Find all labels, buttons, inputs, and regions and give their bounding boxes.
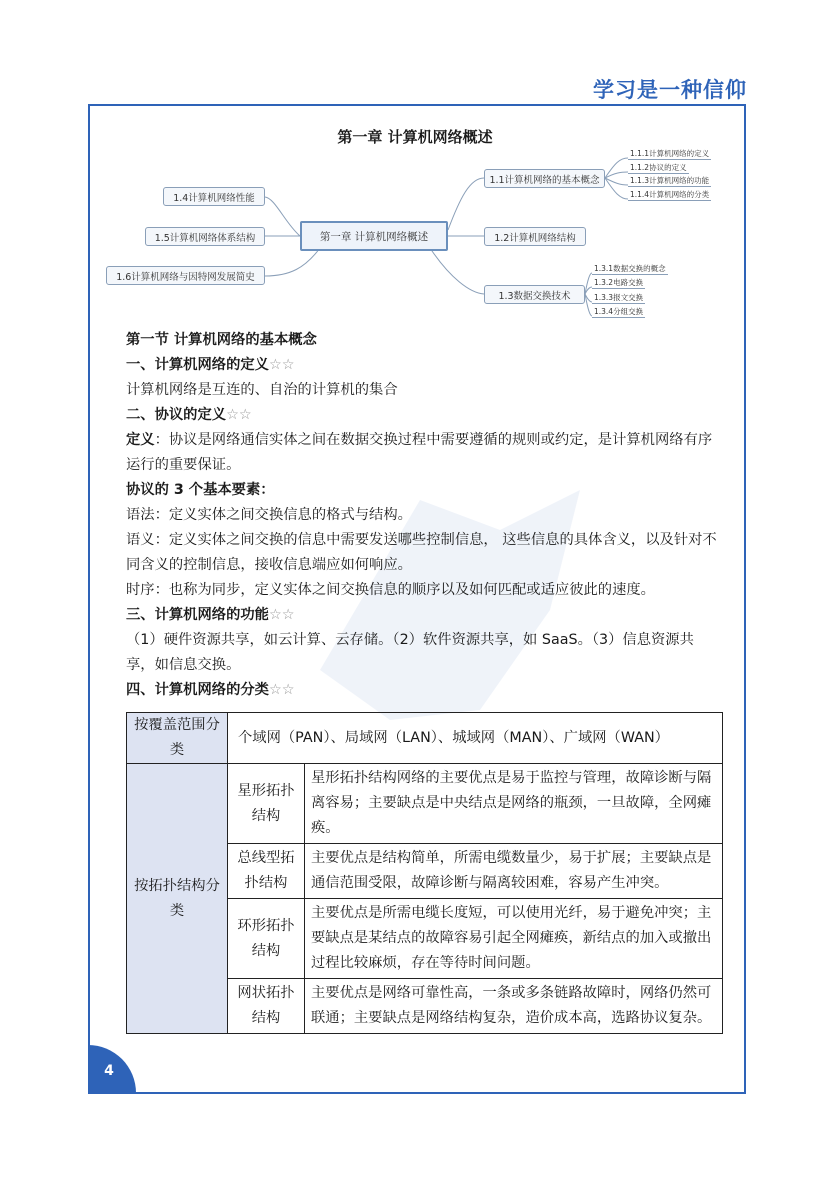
mindmap-center-node: 第一章 计算机网络概述 [300,221,448,251]
protocol-elements-title: 协议的 3 个基本要素： [126,482,275,498]
protocol-label: 定义 [126,432,155,448]
protocol-definition [126,428,722,478]
chapter-mindmap [100,118,730,328]
mindmap-node-1-2: 1.2计算机网络结构 [484,227,586,246]
protocol-text: ：协议是网络通信实体之间在数据交换过程中需要遵循的规则或约定，是计算机网络有序运行的重要保证。 [126,432,713,473]
function-text: （1）硬件资源共享，如云计算、云存储。（2）软件资源共享，如 SaaS。（3）信息资源共享，如信息交换。 [126,632,694,673]
protocol-semantics: 语义：定义实体之间交换的信息中需要发送哪些控制信息， 这些信息的具体含义，以及针对不同含义的控制信息，接收信息端应如何响应。 [126,532,717,573]
section-content [126,328,722,703]
heading-classification: 四、计算机网络的分类☆☆ [126,682,295,698]
mindmap-leaf-1-1-1: 1.1.1计算机网络的定义 [630,149,710,158]
topology-name-cell: 总线型拓扑结构 [228,844,305,899]
mindmap-node-1-1: 1.1计算机网络的基本概念 [484,169,605,188]
header-slogan: 学习是一种信仰 [593,78,747,102]
table-row [127,713,723,764]
mindmap-leaf-1-3-4: 1.3.4分组交换 [594,307,644,316]
topology-desc-cell: 主要优点是结构简单，所需电缆数量少，易于扩展；主要缺点是通信范围受限，故障诊断与隔离较困难，容易产生冲突。 [305,844,723,899]
protocol-timing: 时序：也称为同步，定义实体之间交换信息的顺序以及如何匹配或适应彼此的速度。 [126,582,655,598]
topology-name-cell: 网状拓扑结构 [228,979,305,1034]
mindmap-leaf-1-1-4: 1.1.4计算机网络的分类 [630,190,710,199]
star-rating: ☆☆ [268,607,295,623]
definition-text: 计算机网络是互连的、自治的计算机的集合 [126,382,398,398]
table-row [127,764,723,844]
heading-definition: 一、计算机网络的定义☆☆ [126,357,295,373]
topology-desc-cell: 主要优点是网络可靠性高，一条或多条链路故障时，网络仍然可联通；主要缺点是网络结构复杂，造价成本高，选路协议复杂。 [305,979,723,1034]
mindmap-node-1-3: 1.3数据交换技术 [484,285,585,304]
mindmap-node-1-5: 1.5计算机网络体系结构 [145,227,265,246]
mindmap-leaf-1-3-2: 1.3.2电路交换 [594,278,644,287]
topology-desc-cell: 主要优点是所需电缆长度短，可以使用光纤，易于避免冲突；主要缺点是某结点的故障容易引起全网瘫痪，新结点的加入或撤出过程比较麻烦，存在等待时间问题。 [305,899,723,979]
page-number: 4 [88,1045,136,1093]
scope-category-cell: 按覆盖范围分类 [127,713,228,764]
star-rating: ☆☆ [226,407,252,423]
mindmap-leaf-1-3-3: 1.3.3报文交换 [594,293,644,302]
star-rating: ☆☆ [268,357,295,373]
topology-name-cell: 星形拓扑结构 [228,764,305,844]
chapter-title: 第一章 计算机网络概述 [337,128,493,146]
heading-protocol: 二、协议的定义☆☆ [126,407,252,423]
star-rating: ☆☆ [268,682,295,698]
mindmap-node-1-6: 1.6计算机网络与因特网发展简史 [106,266,265,285]
topology-desc-cell: 星形拓扑结构网络的主要优点是易于监控与管理，故障诊断与隔离容易；主要缺点是中央结点是网络的瓶颈，一旦故障，全网瘫痪。 [305,764,723,844]
heading-function: 三、计算机网络的功能☆☆ [126,607,295,623]
mindmap-leaf-1-1-3: 1.1.3计算机网络的功能 [630,176,710,185]
mindmap-node-1-4: 1.4计算机网络性能 [163,187,265,206]
classification-table [126,712,723,1034]
topology-name-cell: 环形拓扑结构 [228,899,305,979]
section-title: 第一节 计算机网络的基本概念 [126,332,317,348]
mindmap-leaf-1-1-2: 1.1.2协议的定义 [630,163,687,172]
protocol-syntax: 语法：定义实体之间交换信息的格式与结构。 [126,507,412,523]
mindmap-leaf-1-3-1: 1.3.1数据交换的概念 [594,264,666,273]
topology-category-cell: 按拓扑结构分类 [127,764,228,1034]
scope-value-cell: 个域网（PAN）、局域网（LAN）、城域网（MAN）、广域网（WAN） [228,713,723,764]
